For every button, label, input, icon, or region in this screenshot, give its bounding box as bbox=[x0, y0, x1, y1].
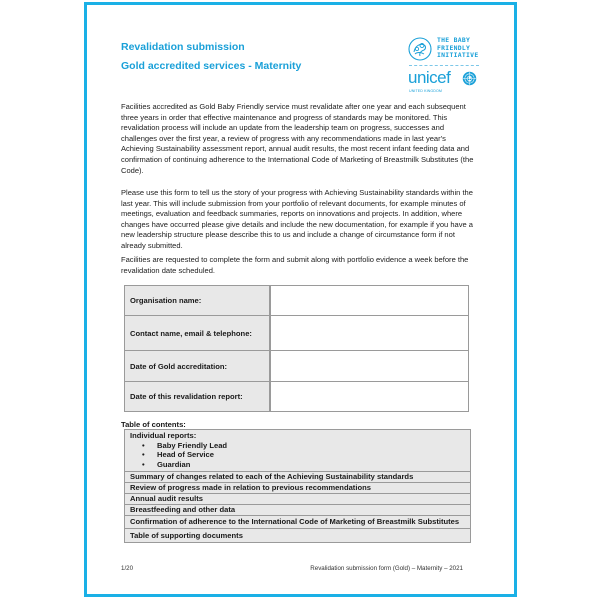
list-item: • Baby Friendly Lead bbox=[142, 440, 228, 450]
unicef-country: UNITED KINGDOM bbox=[409, 89, 442, 93]
unicef-globe-icon bbox=[462, 71, 477, 86]
bullet-icon: • bbox=[142, 460, 145, 470]
toc-item: Annual audit results bbox=[125, 493, 470, 504]
report-date-field[interactable] bbox=[270, 382, 469, 412]
intro-paragraph: Facilities accredited as Gold Baby Friendly service must revalidate after one year and each subsequent three years in order that effective maintenance and progress of standards may be monitored. This revalidation process will include an update from the leadership team on progress, successes and challenges over the first year, a review of progress with any recommendations made in last year's Achieving Sustainability assessment report, annual audit results, the most recent infant feeding data and confirmation of continuing adherence to the International Code of Marketing of Breastmilk Substitutes (the Code). bbox=[121, 102, 474, 175]
toc-item: Table of supporting documents bbox=[125, 528, 470, 542]
organisation-name-field[interactable] bbox=[270, 286, 469, 316]
table-of-contents bbox=[124, 429, 471, 543]
form-label-contact: Contact name, email & telephone: bbox=[125, 316, 271, 351]
document-title: Revalidation submission bbox=[121, 41, 245, 53]
deadline-paragraph: Facilities are requested to complete the form and submit along with portfolio evidence a week before the revalidation date scheduled. bbox=[121, 255, 469, 275]
toc-item-individual-reports: Individual reports: • Baby Friendly Lead • Head of Service • Guardian bbox=[125, 430, 470, 471]
form-row bbox=[125, 351, 469, 382]
form-row bbox=[125, 316, 469, 351]
toc-item: Confirmation of adherence to the International Code of Marketing of Breastmilk Substitutes bbox=[125, 515, 470, 528]
toc-item: Breastfeeding and other data bbox=[125, 504, 470, 515]
bfi-text: THE BABY FRIENDLY INITIATIVE bbox=[437, 36, 479, 60]
document-subtitle: Gold accredited services - Maternity bbox=[121, 60, 302, 72]
bullet-icon: • bbox=[142, 440, 145, 450]
toc-heading: Table of contents: bbox=[121, 420, 186, 429]
unicef-wordmark: unicef bbox=[408, 68, 451, 87]
toc-item: Summary of changes related to each of the Achieving Sustainability standards bbox=[125, 471, 470, 482]
form-label-accreditation-date: Date of Gold accreditation: bbox=[125, 351, 271, 382]
form-label-report-date: Date of this revalidation report: bbox=[125, 382, 271, 412]
baby-friendly-unicef-logo bbox=[407, 35, 487, 95]
organisation-details-form bbox=[124, 285, 469, 412]
accreditation-date-field[interactable] bbox=[270, 351, 469, 382]
footer-document-title: Revalidation submission form (Gold) – Maternity – 2021 bbox=[310, 565, 463, 572]
list-item: • Head of Service bbox=[142, 450, 214, 460]
form-row bbox=[125, 382, 469, 412]
page-number: 1/20 bbox=[121, 565, 134, 572]
logo-divider bbox=[409, 65, 479, 66]
individual-reports-list bbox=[130, 441, 465, 470]
form-label-organisation-name: Organisation name: bbox=[125, 286, 271, 316]
toc-item: Review of progress made in relation to previous recommendations bbox=[125, 482, 470, 493]
instructions-paragraph: Please use this form to tell us the story of your progress with Achieving Sustainability standards within the last year. This will include submission from your portfolio of relevant documents, for example minutes of meetings, evaluation and feedback summaries, reports on innovations and projects. In addition, where changes have occurred please give details and include the new documentation, for example if you have a new leadership structure please describe this to us and include a change of circumstance form if not already submitted. bbox=[121, 188, 473, 250]
bullet-icon: • bbox=[142, 450, 145, 460]
list-item: • Guardian bbox=[142, 460, 191, 470]
form-row bbox=[125, 286, 469, 316]
mother-baby-emblem-icon bbox=[408, 37, 432, 61]
contact-details-field[interactable] bbox=[270, 316, 469, 351]
